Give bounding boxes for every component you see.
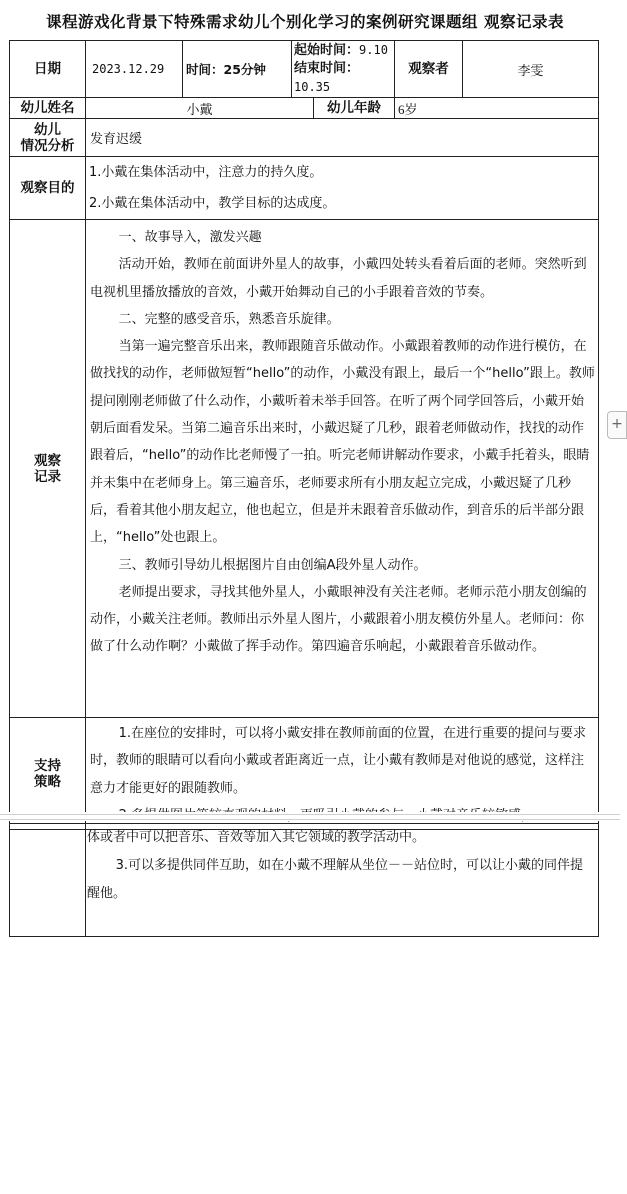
record-row xyxy=(10,220,599,718)
record-heading: 三、教师引导幼儿根据图片自由创编A段外星人动作。 xyxy=(118,557,427,573)
start-value: 9.10 xyxy=(359,43,388,57)
support-label-continued xyxy=(10,824,86,937)
situation-label xyxy=(10,119,86,157)
observer-label: 观察者 xyxy=(395,41,463,98)
support-label-line1: 支持 xyxy=(34,757,61,774)
record-heading: 一、故事导入，激发兴趣 xyxy=(118,230,262,245)
page-title: 课程游戏化背景下特殊需求幼儿个别化学习的案例研究课题组 观察记录表 xyxy=(46,13,564,31)
support-paragraph: 1.在座位的安排时，可以将小戴安排在教师前面的位置，在进行重要的提问与要求时，教师的眼睛可以看向小戴或者距离近一点，让小戴有教师是对他说的感觉，这样注意力才能更好的跟随教师。 xyxy=(90,726,586,796)
situation-label-line2: 情况分析 xyxy=(20,137,75,154)
purpose-label: 观察目的 xyxy=(10,157,86,220)
child-row xyxy=(10,98,599,119)
duration xyxy=(183,41,292,98)
purpose-item: 2.小戴在集体活动中，教学目标的达成度。 xyxy=(89,196,336,211)
record-label-line1: 观察 xyxy=(34,452,61,469)
support-content-continued xyxy=(86,824,599,937)
support-paragraph: 3.可以多提供同伴互助，如在小戴不理解从坐位－－站位时，可以让小戴的同伴提醒他。 xyxy=(87,858,583,901)
page-edge-top xyxy=(0,814,620,815)
page-edge-bottom xyxy=(0,819,620,820)
record-paragraph: 活动开始，教师在前面讲外星人的故事，小戴四处转头看着后面的老师。突然听到电视机里播放播放的音效，小戴开始舞动自己的小手跟着音效的节奏。 xyxy=(90,257,587,300)
situation-row xyxy=(10,119,599,157)
child-name-label: 幼儿姓名 xyxy=(10,98,86,119)
start-label: 起始时间： xyxy=(294,43,360,58)
record-label-line2: 记录 xyxy=(34,468,61,485)
record-paragraph: 老师提出要求，寻找其他外星人，小戴眼神没有关注老师。老师示范小朋友创编的动作，小戴关注老师。教师出示外星人图片，小戴跟着小朋友模仿外星人。老师问：你做了什么动作啊？小戴做了挥手动作。第四遍音乐响起，小戴跟着音乐做动作。 xyxy=(90,584,587,655)
duration-text: 时间：25分钟 xyxy=(186,62,266,77)
support-row-continued xyxy=(10,824,599,937)
observer-value: 李雯 xyxy=(463,41,599,98)
purpose-item: 1.小戴在集体活动中，注意力的持久度。 xyxy=(89,165,323,180)
header-row xyxy=(10,41,599,98)
support-label-line2: 策略 xyxy=(34,773,61,790)
purpose-row xyxy=(10,157,599,220)
purpose-items xyxy=(86,157,599,220)
record-content xyxy=(86,220,599,718)
observation-table xyxy=(9,40,599,830)
end-label: 结束时间： xyxy=(294,61,360,76)
observation-table-continued xyxy=(9,823,599,937)
record-heading: 二、完整的感受音乐，熟悉音乐旋律。 xyxy=(118,311,340,327)
child-name-value: 小戴 xyxy=(86,98,314,119)
child-age-label: 幼儿年龄 xyxy=(314,98,395,119)
situation-value: 发育迟缓 xyxy=(86,119,599,157)
date-label: 日期 xyxy=(10,41,86,98)
end-value: 10.35 xyxy=(294,80,331,94)
child-age-value: 6岁 xyxy=(395,98,599,119)
plus-icon[interactable]: + xyxy=(607,411,627,439)
support-paragraph: 体或者中可以把音乐、音效等加入其它领域的教学活动中。 xyxy=(87,830,426,845)
record-label xyxy=(10,220,86,718)
record-paragraph: 当第一遍完整音乐出来，教师跟随音乐做动作。小戴跟着教师的动作进行模仿，在做找找的动作，老师做短暂“hello”的动作，小戴没有跟上，最后一个“hello”跟上。教师提问刚刚老师做了什么动作，小戴听着未举手回答。在听了两个同学回答后，小戴开始朝后面看发呆。当第二遍音乐出来时，小戴迟疑了几秒，跟着老师做动作，找找的动作跟着后，“hello”的动作比老师慢了一拍。听完老师讲解动作要求，小戴手托着头，眼睛并未集中在老师身上。第三遍音乐，老师要求所有小朋友起立完成，小戴迟疑了几秒后，看着其他小朋友起立，他也起立，但是并未跟着音乐做动作，到音乐的后半部分跟上，“hello”处也跟上。 xyxy=(90,339,595,546)
time-range xyxy=(292,41,395,98)
date-value: 2023.12.29 xyxy=(86,41,183,98)
situation-label-line1: 幼儿 xyxy=(34,121,61,138)
